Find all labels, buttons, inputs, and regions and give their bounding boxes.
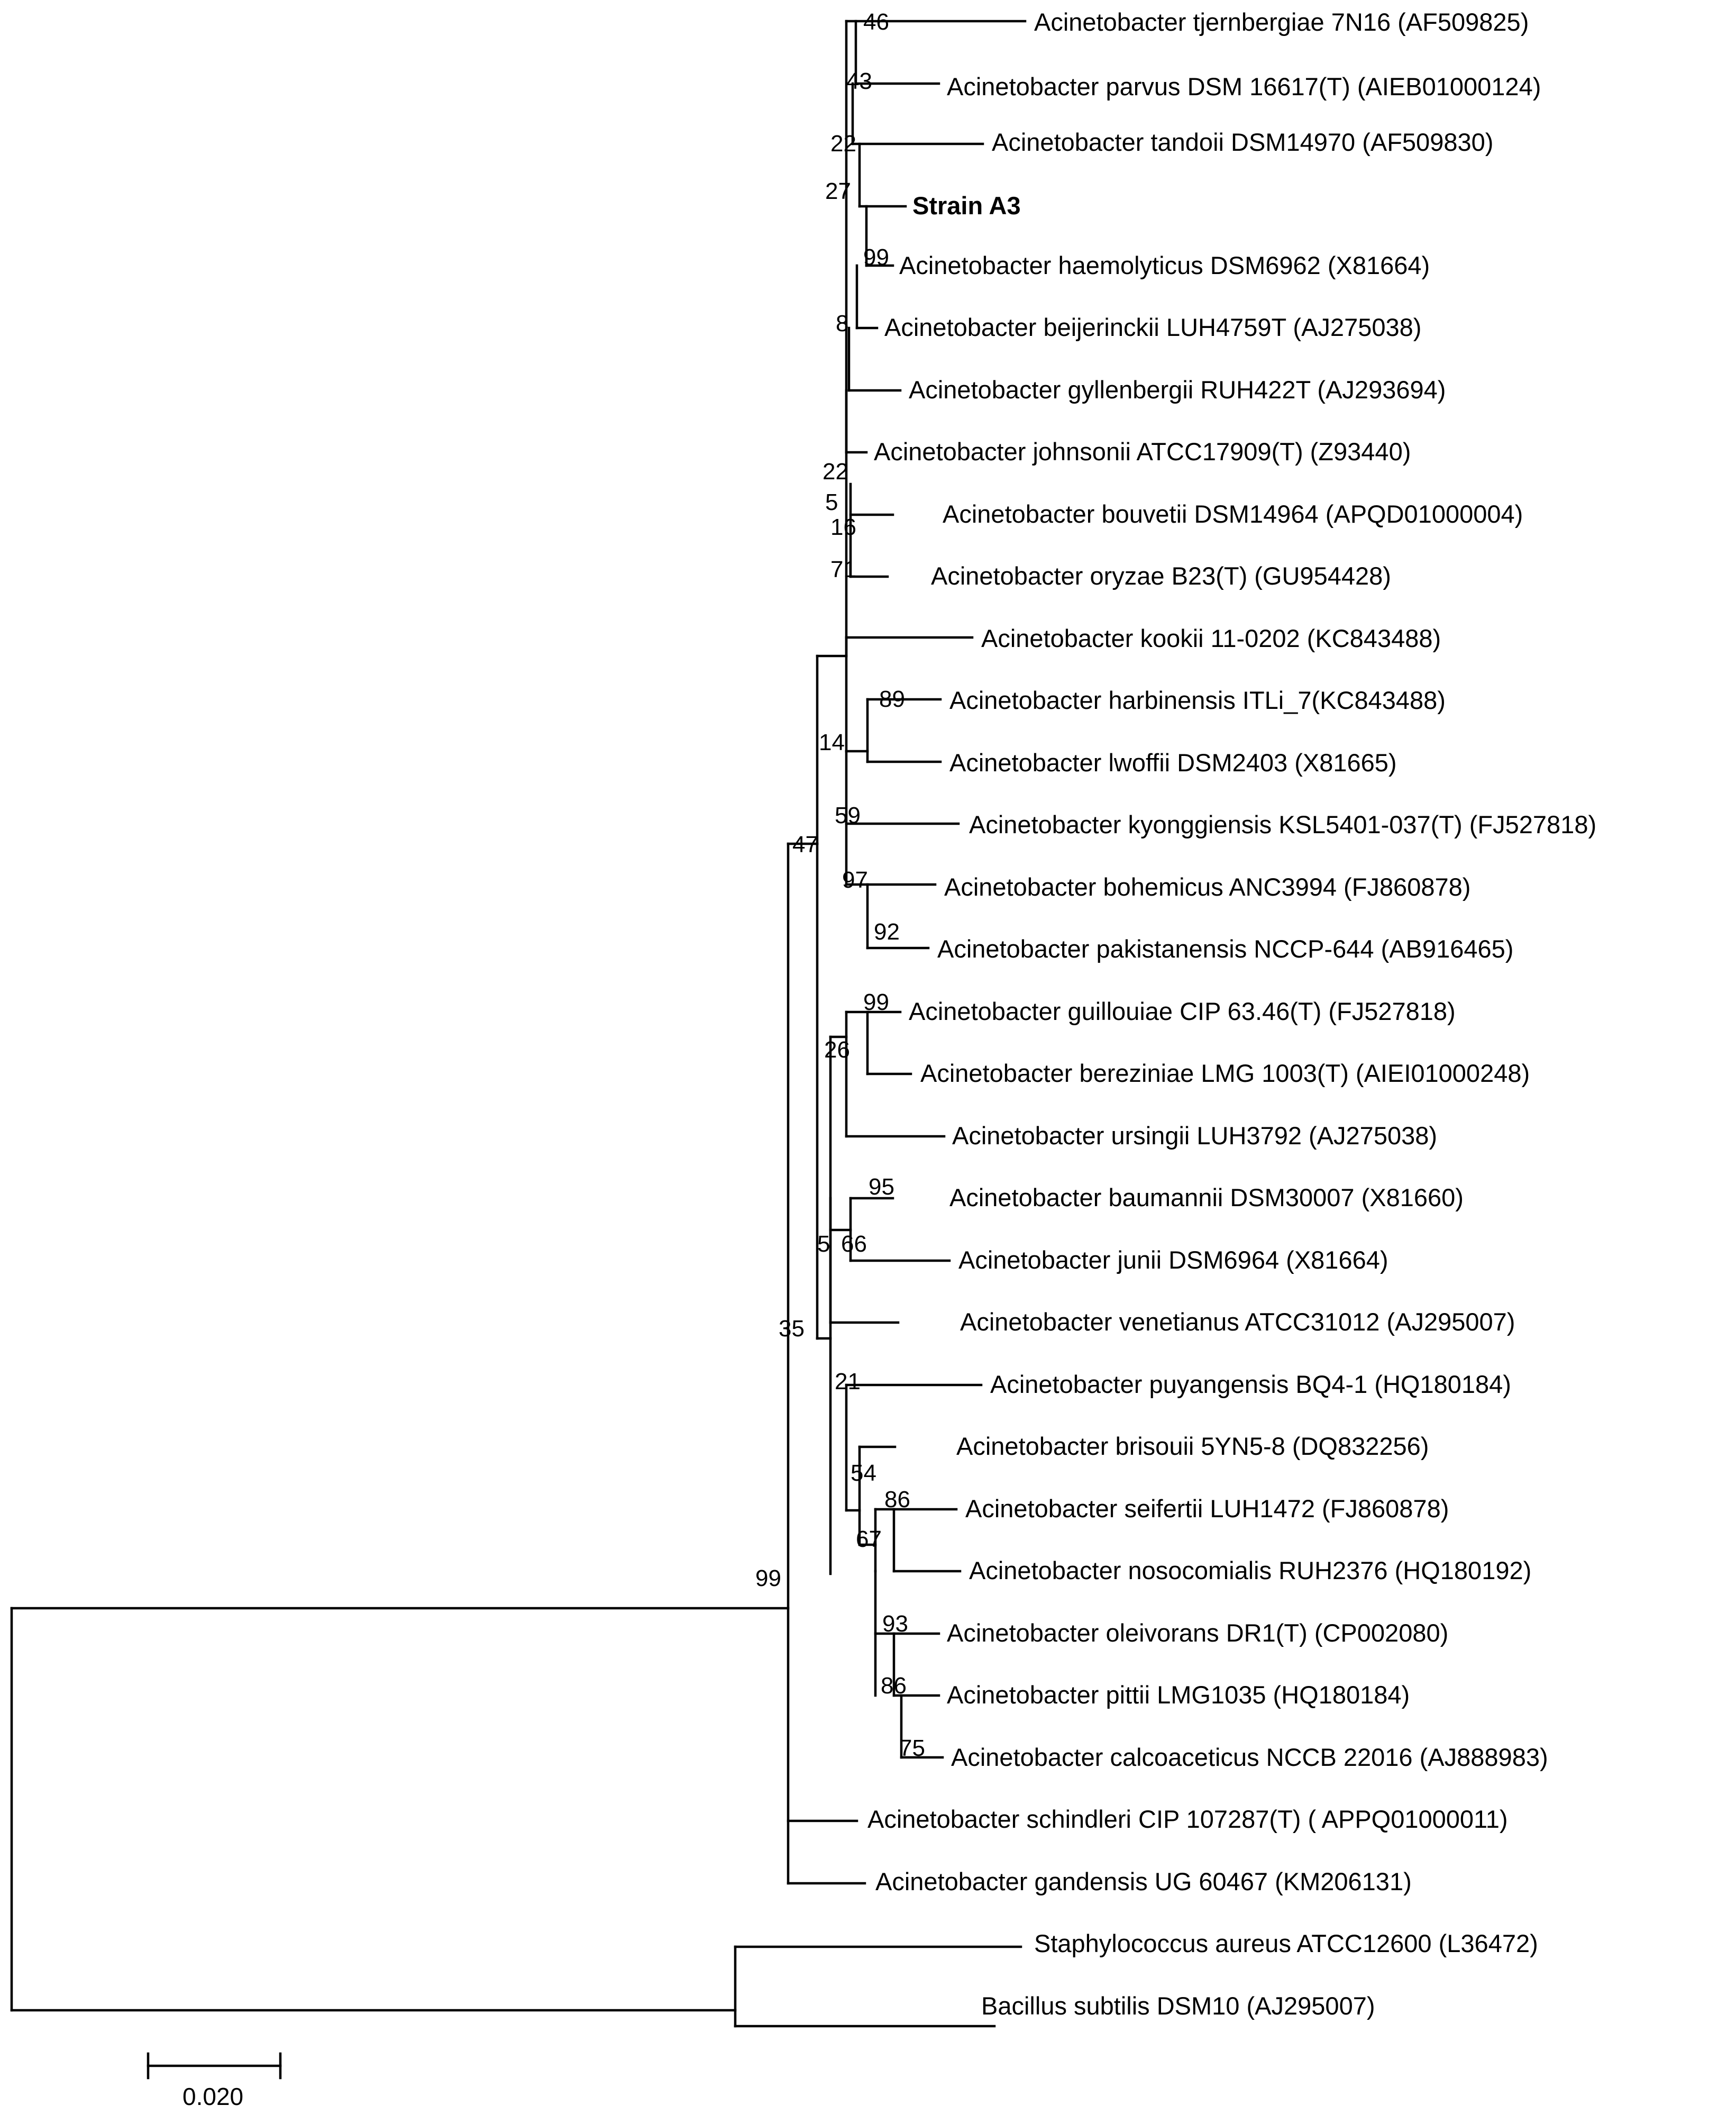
bootstrap-value: 43 [846, 68, 872, 94]
taxon-label: Acinetobacter junii DSM6964 (X81664) [958, 1246, 1388, 1274]
taxon-label: Acinetobacter nosocomialis RUH2376 (HQ180192) [969, 1556, 1532, 1584]
bootstrap-value: 8 [836, 311, 849, 336]
taxon-label: Acinetobacter venetianus ATCC31012 (AJ295007) [960, 1308, 1515, 1336]
bootstrap-value: 22 [823, 459, 848, 485]
bootstrap-value: 16 [830, 514, 856, 540]
taxon-label: Acinetobacter lwoffii DSM2403 (X81665) [949, 749, 1397, 777]
taxon-label: Acinetobacter tandoii DSM14970 (AF509830) [992, 128, 1494, 156]
taxon-label: Acinetobacter haemolyticus DSM6962 (X81664) [899, 251, 1430, 279]
bootstrap-value: 99 [863, 244, 889, 270]
taxon-label: Acinetobacter ursingii LUH3792 (AJ275038) [952, 1122, 1438, 1150]
bootstrap-value: 35 [779, 1316, 805, 1342]
bootstrap-value: 95 [869, 1174, 894, 1200]
bootstrap-value: 71 [830, 557, 856, 582]
taxon-label: Acinetobacter oleivorans DR1(T) (CP002080) [947, 1619, 1449, 1647]
taxon-label: Acinetobacter guillouiae CIP 63.46(T) (FJ527818) [909, 997, 1456, 1025]
bootstrap-value: 93 [882, 1611, 908, 1637]
bootstrap-value: 67 [856, 1526, 882, 1552]
taxon-label: Acinetobacter oryzae B23(T) (GU954428) [931, 562, 1391, 590]
taxon-label: Acinetobacter pittii LMG1035 (HQ180184) [947, 1681, 1410, 1709]
bootstrap-value: 75 [899, 1735, 925, 1761]
scale-bar-label: 0.020 [182, 2083, 244, 2110]
taxon-label: Acinetobacter seifertii LUH1472 (FJ860878) [965, 1494, 1449, 1523]
bootstrap-value: 86 [884, 1487, 910, 1512]
taxon-label: Bacillus subtilis DSM10 (AJ295007) [981, 1992, 1375, 2020]
taxon-label: Acinetobacter gandensis UG 60467 (KM206131) [875, 1867, 1412, 1895]
bootstrap-value: 22 [830, 131, 856, 157]
taxon-label: Acinetobacter beijerinckii LUH4759T (AJ275038) [884, 313, 1422, 341]
bootstrap-value: 92 [874, 919, 900, 945]
taxon-label: Acinetobacter parvus DSM 16617(T) (AIEB01000124) [947, 72, 1541, 101]
bootstrap-value: 54 [851, 1460, 876, 1486]
taxon-label: Acinetobacter tjernbergiae 7N16 (AF509825) [1034, 8, 1529, 36]
bootstrap-value: 99 [863, 989, 889, 1015]
taxon-label: Acinetobacter schindleri CIP 107287(T) ( APPQ01000011) [867, 1805, 1508, 1833]
bootstrap-value: 47 [792, 832, 818, 858]
bootstrap-value: 66 [841, 1231, 867, 1257]
bootstrap-value: 97 [842, 867, 868, 893]
taxon-label: Acinetobacter puyangensis BQ4-1 (HQ180184) [990, 1370, 1511, 1398]
taxon-label: Strain A3 [912, 192, 1021, 220]
bootstrap-value: 21 [835, 1369, 861, 1394]
taxon-label: Acinetobacter harbinensis ITLi_7(KC843488) [949, 686, 1446, 714]
taxon-label: Acinetobacter brisouii 5YN5-8 (DQ832256) [956, 1432, 1429, 1460]
taxon-label: Acinetobacter bohemicus ANC3994 (FJ860878) [944, 873, 1471, 901]
bootstrap-value: 5 [817, 1231, 830, 1257]
taxon-label: Acinetobacter bouvetii DSM14964 (APQD01000004) [943, 500, 1523, 528]
taxon-label: Acinetobacter johnsonii ATCC17909(T) (Z93440) [874, 437, 1411, 466]
taxon-label: Acinetobacter kyonggiensis KSL5401-037(T) (FJ527818) [969, 810, 1597, 838]
bootstrap-value: 46 [863, 9, 889, 35]
bootstrap-value: 26 [824, 1037, 850, 1063]
taxon-label: Staphylococcus aureus ATCC12600 (L36472) [1034, 1929, 1538, 1957]
bootstrap-value: 27 [825, 178, 851, 204]
taxon-label: Acinetobacter bereziniae LMG 1003(T) (AIEI01000248) [920, 1059, 1530, 1087]
bootstrap-value: 59 [835, 803, 861, 828]
taxon-label: Acinetobacter kookii 11-0202 (KC843488) [981, 624, 1441, 652]
bootstrap-value: 99 [755, 1565, 781, 1591]
bootstrap-value: 5 [825, 489, 838, 515]
bootstrap-value: 14 [819, 730, 845, 755]
bootstrap-value: 86 [881, 1673, 907, 1699]
taxon-label: Acinetobacter pakistanensis NCCP-644 (AB916465) [937, 935, 1514, 963]
bootstrap-value: 89 [879, 686, 905, 712]
taxon-label: Acinetobacter calcoaceticus NCCB 22016 (AJ888983) [951, 1743, 1548, 1771]
taxon-label: Acinetobacter gyllenbergii RUH422T (AJ293694) [909, 376, 1446, 404]
taxon-label: Acinetobacter baumannii DSM30007 (X81660) [949, 1183, 1464, 1211]
